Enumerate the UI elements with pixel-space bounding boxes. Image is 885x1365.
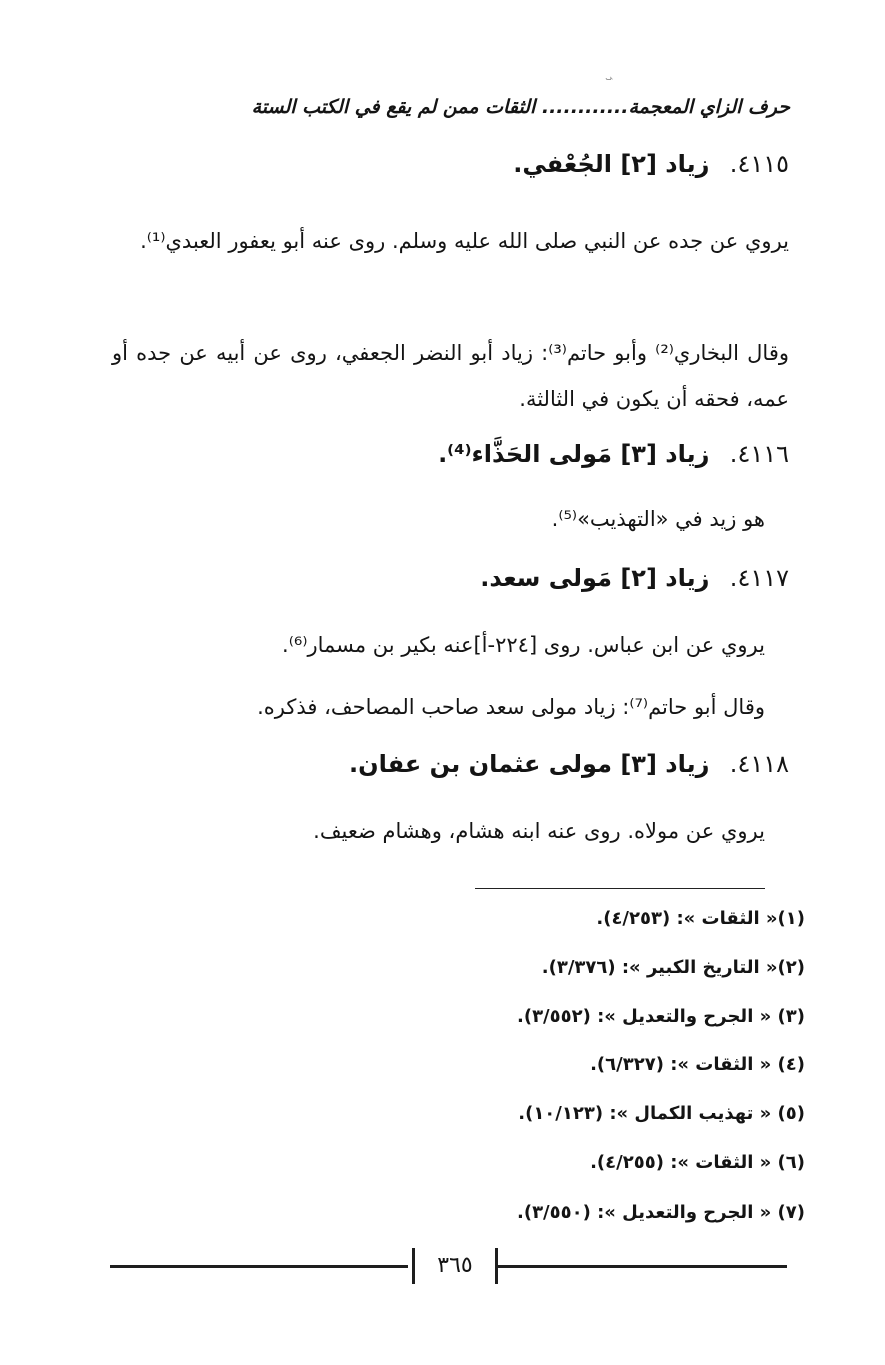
entry-title: زياد [٢] الجُعْفي. xyxy=(513,150,710,178)
entry-number: ٤١١٧. xyxy=(729,564,789,592)
footnote-5: (٥) « تهذيب الكمال »: (١٠/١٢٣). xyxy=(518,1103,805,1124)
scan-speck: ܝ xyxy=(605,68,614,84)
entry-paragraph: يروي عن مولاه. روى عنه ابنه هشام، وهشام ضعيف. xyxy=(313,819,765,843)
running-header: حرف الزاي المعجمة............ الثقات ممن لم يقع في الكتب الستة xyxy=(251,96,790,118)
bottom-rule-left xyxy=(110,1265,408,1268)
entry-number: ٤١١٦. xyxy=(729,440,789,468)
entry-title: زياد [٣] مولى عثمان بن عفان. xyxy=(349,750,710,778)
entry-number: ٤١١٨. xyxy=(729,750,789,778)
footnote-7: (٧) « الجرح والتعديل »: (٣/٥٥٠). xyxy=(516,1202,805,1223)
footnote-2: (٢)« التاريخ الكبير »: (٣/٣٧٦). xyxy=(541,957,805,978)
entry-heading-4117 xyxy=(480,564,789,592)
entry-paragraph: هو زيد في «التهذيب»⁽⁵⁾. xyxy=(551,507,765,531)
entry-heading-4116 xyxy=(438,440,789,468)
entry-heading-4115 xyxy=(513,150,789,178)
page-number: ٣٦٥ xyxy=(412,1248,498,1284)
footnote-separator xyxy=(475,888,765,889)
bottom-rule-right xyxy=(495,1265,787,1268)
entry-title: زياد [٢] مَولى سعد. xyxy=(480,564,710,592)
footnote-4: (٤) « الثقات »: (٦/٣٢٧). xyxy=(590,1054,805,1075)
entry-number: ٤١١٥. xyxy=(729,150,789,178)
footnote-6: (٦) « الثقات »: (٤/٢٥٥). xyxy=(590,1152,805,1173)
entry-paragraph: وقال أبو حاتم⁽⁷⁾: زياد مولى سعد صاحب المصاحف، فذكره. xyxy=(257,695,765,719)
entry-title: زياد [٣] مَولى الحَذَّاء⁽⁴⁾. xyxy=(438,440,710,468)
entry-paragraph: وقال البخاري⁽²⁾ وأبو حاتم⁽³⁾: زياد أبو النضر الجعفي، روى عن أبيه عن جده أو عمه، فحقه أن يكون في الثالثة. xyxy=(112,341,789,411)
entry-paragraph: يروي عن ابن عباس. روى [٢٢٤-أ]عنه بكير بن مسمار⁽⁶⁾. xyxy=(282,633,765,657)
entry-heading-4118 xyxy=(349,750,789,778)
footnote-1: (١)« الثقات »: (٤/٢٥٣). xyxy=(596,908,805,929)
entry-paragraph: يروي عن جده عن النبي صلى الله عليه وسلم. روى عنه أبو يعفور العبدي⁽¹⁾. xyxy=(140,229,789,253)
footnote-3: (٣) « الجرح والتعديل »: (٣/٥٥٢). xyxy=(516,1006,805,1027)
